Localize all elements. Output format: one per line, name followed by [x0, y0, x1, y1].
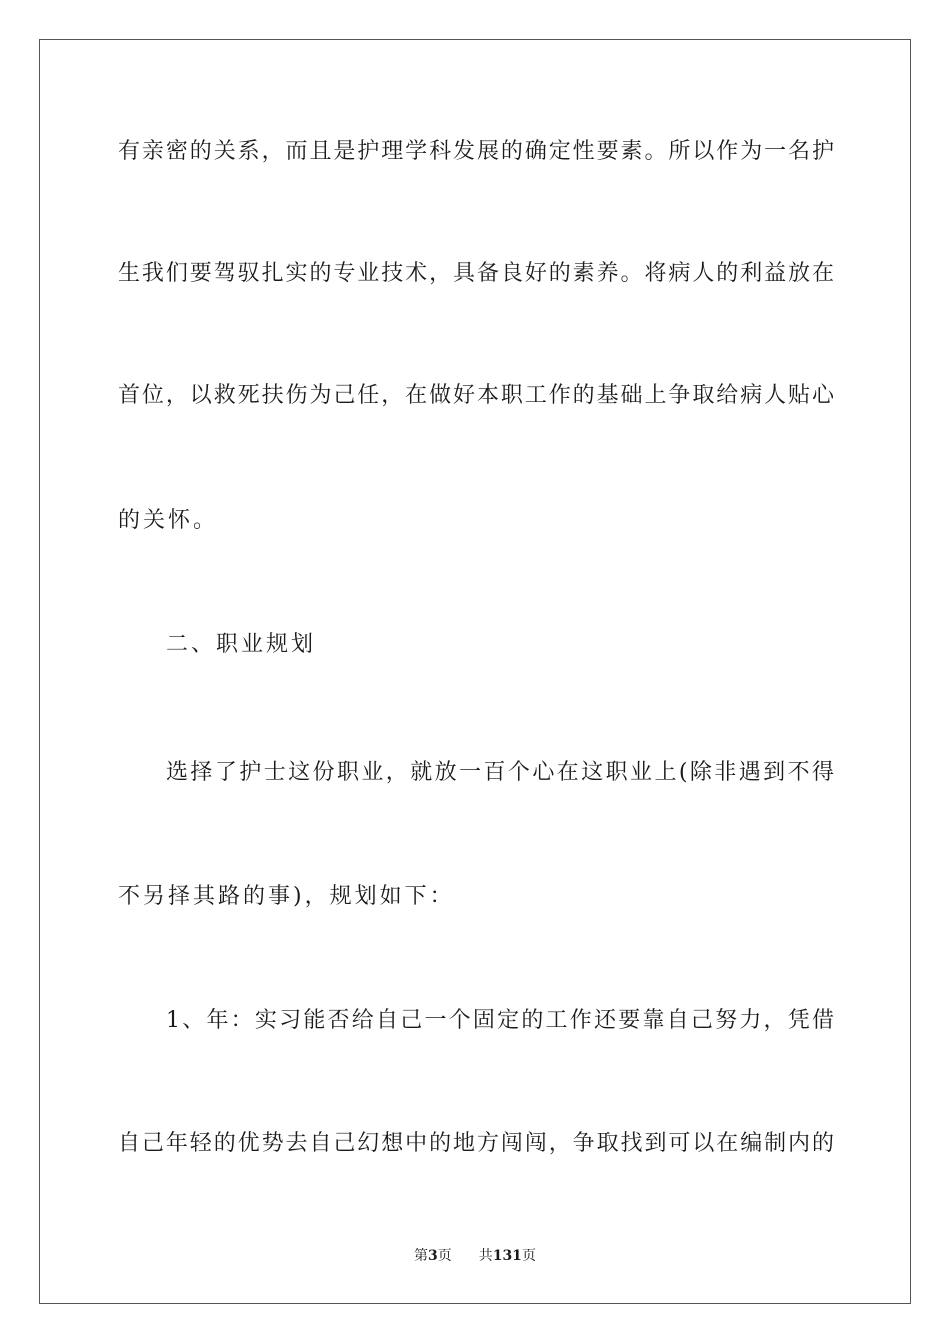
footer-total-suffix: 页 — [521, 1248, 536, 1264]
page-border — [39, 39, 911, 1304]
body-line-4: 的关怀。 — [118, 508, 219, 533]
section-heading: 二、职业规划 — [166, 632, 317, 657]
footer-total-pages: 131 — [492, 1248, 522, 1264]
page-footer — [0, 1246, 950, 1266]
body-line-9: 自己年轻的优势去自己幻想中的地方闯闯，争取找到可以在编制内的 — [118, 1131, 834, 1156]
footer-page-number: 3 — [428, 1248, 438, 1264]
footer-total-prefix: 共 — [478, 1248, 493, 1264]
body-line-8: 1、年：实习能否给自己一个固定的工作还要靠自己努力，凭借 — [166, 1008, 834, 1033]
body-line-1: 有亲密的关系，而且是护理学科发展的确定性要素。所以作为一名护 — [118, 139, 834, 164]
body-line-6: 选择了护士这份职业，就放一百个心在这职业上(除非遇到不得 — [166, 760, 834, 785]
body-line-3: 首位，以救死扶伤为己任，在做好本职工作的基础上争取给病人贴心 — [118, 383, 834, 408]
footer-page-suffix: 页 — [437, 1248, 452, 1264]
body-line-2: 生我们要驾驭扎实的专业技术，具备良好的素养。将病人的利益放在 — [118, 261, 834, 286]
footer-page-prefix: 第 — [414, 1248, 429, 1264]
body-line-7: 不另择其路的事)，规划如下： — [118, 884, 455, 909]
